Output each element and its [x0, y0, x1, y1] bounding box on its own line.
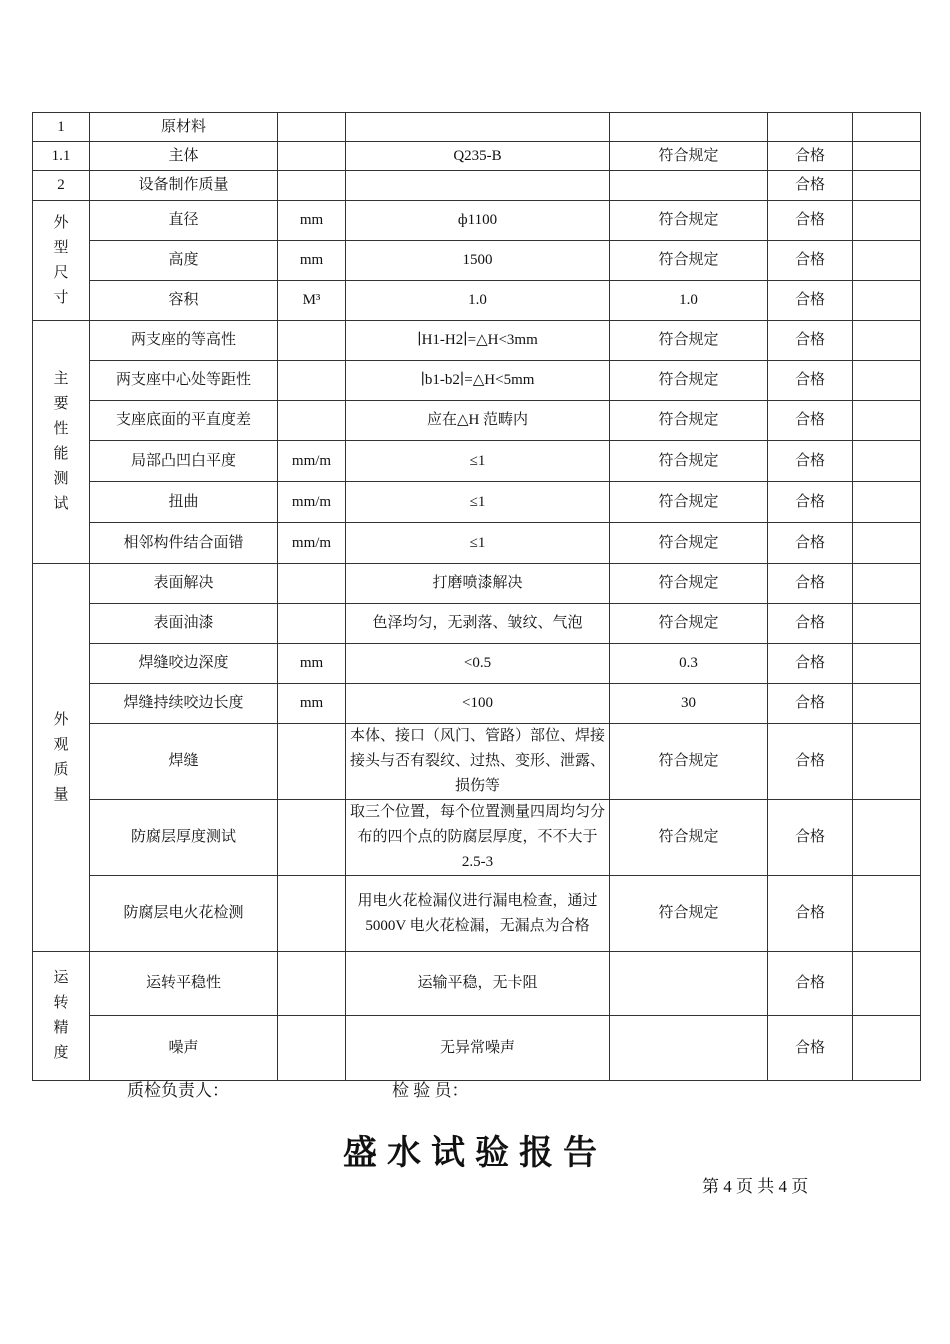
note-cell: [853, 644, 921, 684]
verdict-cell: 合格: [768, 201, 853, 241]
item-cell: 两支座的等高性: [90, 321, 278, 361]
note-cell: [853, 113, 921, 142]
standard-cell: Q235-B: [346, 142, 610, 171]
verdict-cell: 合格: [768, 684, 853, 724]
note-cell: [853, 142, 921, 171]
standard-cell: 本体、接口（风门、管路）部位、焊接接头与否有裂纹、过热、变形、泄露、损伤等: [346, 724, 610, 800]
verdict-cell: 合格: [768, 441, 853, 482]
item-cell: 高度: [90, 241, 278, 281]
note-cell: [853, 281, 921, 321]
item-cell: 扭曲: [90, 482, 278, 523]
result-cell: 符合规定: [610, 724, 768, 800]
result-cell: [610, 1016, 768, 1081]
note-cell: [853, 361, 921, 401]
item-cell: 防腐层电火花检测: [90, 876, 278, 952]
table-row: [33, 171, 921, 201]
item-cell: 防腐层厚度测试: [90, 800, 278, 876]
unit-cell: [278, 361, 346, 401]
standard-cell: 打磨喷漆解决: [346, 564, 610, 604]
unit-cell: [278, 724, 346, 800]
unit-cell: mm: [278, 241, 346, 281]
note-cell: [853, 482, 921, 523]
item-cell: 噪声: [90, 1016, 278, 1081]
standard-cell: ∣H1-H2∣=△H<3mm: [346, 321, 610, 361]
result-cell: 符合规定: [610, 361, 768, 401]
table-row: [33, 876, 921, 952]
standard-cell: 1.0: [346, 281, 610, 321]
unit-cell: [278, 321, 346, 361]
standard-cell: ≤1: [346, 482, 610, 523]
group-label: 外型尺寸: [53, 214, 69, 306]
table-row: [33, 523, 921, 564]
note-cell: [853, 401, 921, 441]
standard-cell: <0.5: [346, 644, 610, 684]
note-cell: [853, 564, 921, 604]
verdict-cell: 合格: [768, 321, 853, 361]
unit-cell: [278, 171, 346, 201]
result-cell: 符合规定: [610, 482, 768, 523]
table-row: [33, 241, 921, 281]
result-cell: 符合规定: [610, 604, 768, 644]
result-cell: 符合规定: [610, 201, 768, 241]
unit-cell: mm: [278, 644, 346, 684]
table-row: [33, 1016, 921, 1081]
standard-cell: 色泽均匀，无剥落、皱纹、气泡: [346, 604, 610, 644]
table-row: [33, 684, 921, 724]
table-row: [33, 604, 921, 644]
note-cell: [853, 241, 921, 281]
note-cell: [853, 441, 921, 482]
unit-cell: mm: [278, 201, 346, 241]
group-label: 运转精度: [53, 970, 69, 1061]
unit-cell: [278, 876, 346, 952]
note-cell: [853, 800, 921, 876]
verdict-cell: 合格: [768, 800, 853, 876]
unit-cell: [278, 113, 346, 142]
unit-cell: [278, 401, 346, 441]
table-row: [33, 441, 921, 482]
table-row: [33, 281, 921, 321]
item-cell: 原材料: [90, 113, 278, 142]
item-cell: 主体: [90, 142, 278, 171]
verdict-cell: 合格: [768, 523, 853, 564]
note-cell: [853, 604, 921, 644]
result-cell: 0.3: [610, 644, 768, 684]
item-cell: 设备制作质量: [90, 171, 278, 201]
result-cell: 符合规定: [610, 876, 768, 952]
group-label-cell: [33, 201, 90, 321]
table-row: [33, 321, 921, 361]
table-row: [33, 800, 921, 876]
result-cell: 符合规定: [610, 441, 768, 482]
note-cell: [853, 1016, 921, 1081]
result-cell: 符合规定: [610, 142, 768, 171]
table-row: [33, 401, 921, 441]
item-cell: 焊缝: [90, 724, 278, 800]
item-cell: 直径: [90, 201, 278, 241]
group-label-cell: [33, 564, 90, 952]
table-row: [33, 142, 921, 171]
table-row: [33, 113, 921, 142]
inspection-table: [32, 112, 921, 1081]
verdict-cell: 合格: [768, 876, 853, 952]
result-cell: 符合规定: [610, 321, 768, 361]
page-indicator: 第 4 页 共 4 页: [702, 1177, 809, 1196]
unit-cell: M³: [278, 281, 346, 321]
note-cell: [853, 684, 921, 724]
item-cell: 两支座中心处等距性: [90, 361, 278, 401]
verdict-cell: 合格: [768, 644, 853, 684]
verdict-cell: 合格: [768, 952, 853, 1016]
item-cell: 运转平稳性: [90, 952, 278, 1016]
unit-cell: [278, 142, 346, 171]
note-cell: [853, 321, 921, 361]
row-number-cell: 1: [33, 113, 90, 142]
note-cell: [853, 201, 921, 241]
standard-cell: ф1100: [346, 201, 610, 241]
result-cell: 30: [610, 684, 768, 724]
table-row: [33, 952, 921, 1016]
standard-cell: 1500: [346, 241, 610, 281]
standard-cell: 用电火花检漏仪进行漏电检查，通过 5000V 电火花检漏，无漏点为合格: [346, 876, 610, 952]
item-cell: 焊缝持续咬边长度: [90, 684, 278, 724]
table-row: [33, 201, 921, 241]
standard-cell: 运输平稳，无卡阻: [346, 952, 610, 1016]
result-cell: 符合规定: [610, 800, 768, 876]
standard-cell: <100: [346, 684, 610, 724]
item-cell: 相邻构件结合面错: [90, 523, 278, 564]
standard-cell: ∣b1-b2∣=△H<5mm: [346, 361, 610, 401]
verdict-cell: [768, 113, 853, 142]
standard-cell: 应在△H 范畴内: [346, 401, 610, 441]
item-cell: 焊缝咬边深度: [90, 644, 278, 684]
standard-cell: 无异常噪声: [346, 1016, 610, 1081]
unit-cell: [278, 800, 346, 876]
verdict-cell: 合格: [768, 564, 853, 604]
item-cell: 局部凸凹白平度: [90, 441, 278, 482]
standard-cell: 取三个位置，每个位置测量四周均匀分布的四个点的防腐层厚度，不不大于 2.5-3: [346, 800, 610, 876]
table-row: [33, 482, 921, 523]
standard-cell: ≤1: [346, 441, 610, 482]
verdict-cell: 合格: [768, 241, 853, 281]
result-cell: 1.0: [610, 281, 768, 321]
note-cell: [853, 952, 921, 1016]
unit-cell: mm: [278, 684, 346, 724]
unit-cell: mm/m: [278, 482, 346, 523]
result-cell: 符合规定: [610, 564, 768, 604]
report-title: 盛水试验报告: [343, 1135, 607, 1172]
note-cell: [853, 523, 921, 564]
result-cell: [610, 171, 768, 201]
result-cell: 符合规定: [610, 523, 768, 564]
item-cell: 表面油漆: [90, 604, 278, 644]
verdict-cell: 合格: [768, 171, 853, 201]
result-cell: [610, 952, 768, 1016]
group-label-cell: [33, 321, 90, 564]
unit-cell: [278, 564, 346, 604]
note-cell: [853, 171, 921, 201]
item-cell: 容积: [90, 281, 278, 321]
note-cell: [853, 876, 921, 952]
item-cell: 表面解决: [90, 564, 278, 604]
standard-cell: [346, 171, 610, 201]
unit-cell: [278, 1016, 346, 1081]
verdict-cell: 合格: [768, 482, 853, 523]
row-number-cell: 1.1: [33, 142, 90, 171]
unit-cell: [278, 952, 346, 1016]
verdict-cell: 合格: [768, 724, 853, 800]
verdict-cell: 合格: [768, 401, 853, 441]
verdict-cell: 合格: [768, 361, 853, 401]
qc-manager-label: 质检负责人：: [127, 1081, 229, 1100]
result-cell: [610, 113, 768, 142]
result-cell: 符合规定: [610, 241, 768, 281]
result-cell: 符合规定: [610, 401, 768, 441]
inspector-label: 检 验 员：: [392, 1081, 469, 1100]
unit-cell: [278, 604, 346, 644]
table-row: [33, 361, 921, 401]
group-label: 主要性能测试: [53, 371, 69, 512]
verdict-cell: 合格: [768, 142, 853, 171]
row-number-cell: 2: [33, 171, 90, 201]
group-label-cell: [33, 952, 90, 1081]
table-row: [33, 724, 921, 800]
item-cell: 支座底面的平直度差: [90, 401, 278, 441]
verdict-cell: 合格: [768, 604, 853, 644]
table-row: [33, 564, 921, 604]
unit-cell: mm/m: [278, 523, 346, 564]
standard-cell: [346, 113, 610, 142]
group-label: 外观质量: [53, 711, 69, 803]
table-row: [33, 644, 921, 684]
unit-cell: mm/m: [278, 441, 346, 482]
note-cell: [853, 724, 921, 800]
verdict-cell: 合格: [768, 1016, 853, 1081]
verdict-cell: 合格: [768, 281, 853, 321]
standard-cell: ≤1: [346, 523, 610, 564]
